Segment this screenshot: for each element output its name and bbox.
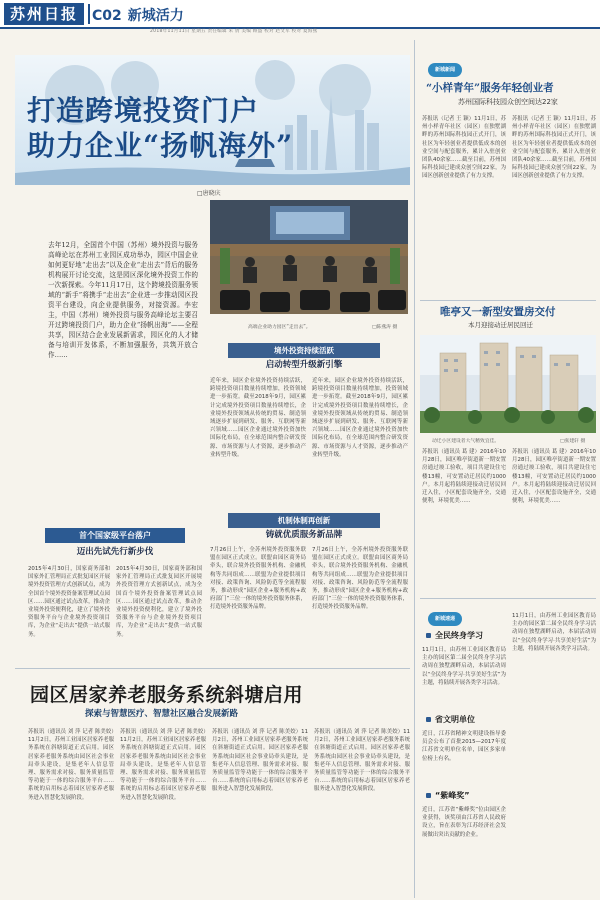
newspaper-logo: 苏州日报	[4, 3, 84, 25]
main-byline: □唐晓庆	[197, 190, 221, 197]
left-section-body-col2: 2015年4月30日，国家商务部和国家外汇管理局正式批复园区开展境外投资管理方式创新试点，成为全国首个境外投资备案管理试点园区……园区通过试点改革，推动企业境外投资便利化，建立了境外投资服务平台与企业境外投资项目库，为企业“走出去”提供一站式服务。	[116, 566, 202, 638]
masthead	[0, 0, 600, 28]
left-section-bar: 首个国家级平台落户	[45, 528, 185, 543]
right-story1-title: “小样青年”服务年轻创业者	[426, 82, 554, 94]
left-section-body-col1: 2015年4月30日，国家商务部和国家外汇管理局正式批复园区开展境外投资管理方式创新试点，成为全国首个境外投资备案管理试点园区……园区通过试点改革，推动企业境外投资便利化，建立了境外投资服务平台与企业境外投资项目库，为企业“走出去”提供一站式服务。	[28, 566, 110, 638]
section-title-service-brand: 铸就优质服务新品牌	[265, 530, 343, 540]
sub2-body-col1: 7月26日上午，全苏州境外投资服务联盟在园区正式成立。联盟由园区商务局牵头，联合境外投资服务机构、金融机构等共同组成……联盟为企业提供项目对接、政策咨询、风险防范等全流程服务，推动形成“园区企业+服务机构+政府部门”三位一体的境外投资服务体系，打造境外投资服务品牌。	[210, 547, 306, 611]
bullet-icon	[426, 633, 431, 638]
right-story2-title: 唯亭又一新型安置房交付	[440, 306, 556, 318]
housing-photo-image	[420, 335, 596, 433]
right-divider-1	[420, 300, 596, 301]
housing-photo	[420, 335, 596, 433]
sub2-body-col2: 7月26日上午，全苏州境外投资服务联盟在园区正式成立。联盟由园区商务局牵头，联合境外投资服务机构、金融机构等共同组成……联盟为企业提供项目对接、政策咨询、风险防范等全流程服务，推动形成“园区企业+服务机构+政府部门”三位一体的境外投资服务体系，打造境外投资服务品牌。	[312, 547, 408, 611]
right-story1-subtitle: 苏州国际科技园众创空间达22家	[458, 98, 558, 106]
bottom-body-col2: 苏报讯（通讯员 刘 萍 记者 陈美姣）11月2日，苏州工业园区居家养老服务系统在斜塘街道正式启用。园区居家养老服务系统由园区社会事业局牵头建设，是集老年人信息管理、服务需求对接、服务质量监管等功能于一体的综合服务平台……系统的启用标志着园区居家养老服务进入智慧化发展阶段。	[120, 729, 206, 801]
tag-new-city-express: 新城速递	[428, 612, 462, 626]
right-story2-body-col2: 苏报讯（通讯员 葛 建）2016年10月28日，园区唯亭街道新一期安置房通过竣工验收，项目共建设住宅楼13幢，可安置动迁居民约1000户。本月起将陆续迎接动迁居民回迁入住，小区配套设施齐全，交通便利，环境优美……	[512, 449, 596, 505]
section-bar-mechanism: 机制体制再创新	[228, 513, 380, 528]
brief1-title-text: 全民终身学习	[435, 631, 483, 640]
left-section-title: 迈出先试先行新步伐	[76, 547, 154, 557]
brief3-body: 近日，江苏省“紫峰奖”位由园区企业获得，该奖项由江苏省人民政府设立，旨在表彰为江苏经济社会发展做出突出贡献的企业。	[422, 807, 506, 838]
headline-line-1: 打造跨境投资门户	[27, 94, 260, 127]
brief1-title	[426, 630, 483, 641]
bottom-body-col3: 苏报讯（通讯员 刘 萍 记者 陈美姣）11月2日，苏州工业园区居家养老服务系统在斜塘街道正式启用。园区居家养老服务系统由园区社会事业局牵头建设，是集老年人信息管理、服务需求对接、服务质量监管等功能于一体的综合服务平台……系统的启用标志着园区居家养老服务进入智慧化发展阶段。	[212, 729, 308, 793]
brief2-title-text: 省文明单位	[435, 715, 475, 724]
photo-credit: □陈燕涛 摄	[372, 325, 398, 330]
conference-photo	[210, 200, 408, 314]
page-code: C02	[92, 8, 122, 24]
masthead-divider	[88, 4, 90, 24]
main-headline	[27, 93, 293, 163]
tag-new-city-news: 新城新闻	[428, 63, 462, 77]
brief2-title	[426, 714, 475, 725]
bottom-body-col1: 苏报讯（通讯员 刘 萍 记者 陈美姣）11月2日，苏州工业园区居家养老服务系统在斜塘街道正式启用。园区居家养老服务系统由园区社会事业局牵头建设，是集老年人信息管理、服务需求对接、服务质量监管等功能于一体的综合服务平台……系统的启用标志着园区居家养老服务进入智慧化发展阶段。	[28, 729, 114, 801]
right-story1-body-col2: 苏报讯（记者 王 颖）11月1日，苏州小样青年社区（园区）在独墅湖畔的苏州国际科技园正式开门，该社区为年轻创业者提供低成本的创业空间与配套服务，累计入驻创业团队40余家……截至目前，苏州国际科技园已建成众创空间22家，为园区创新创业提供了有力支撑。	[512, 116, 596, 180]
right-story2-subtitle: 本月迎接动迁居民回迁	[468, 321, 533, 329]
dateline: 2018年11月11日 星期五 责任编辑 朱 倩 美编 顾盛 校对 赵文军 校对 夏海燕	[150, 29, 318, 34]
bottom-body-col4: 苏报讯（通讯员 刘 萍 记者 陈美姣）11月2日，苏州工业园区居家养老服务系统在斜塘街道正式启用。园区居家养老服务系统由园区社会事业局牵头建设，是集老年人信息管理、服务需求对接、服务质量监管等功能于一体的综合服务平台……系统的启用标志着园区居家养老服务进入智慧化发展阶段。	[314, 729, 410, 793]
bullet-icon	[426, 793, 431, 798]
section-title-transformation: 启动转型升级新引擎	[265, 360, 343, 370]
sub1-body-col2: 近年来，园区企业境外投资持续活跃，跨境投资项目数量持续增加，投资领域进一步拓宽。截至2018年9月，园区累计完成境外投资项目数量持续增长，企业境外投资领域从传统的贸易、制造领域逐步扩展到研发、服务、互联网等新兴领域……园区企业通过境外投资加快国际化布局，在全球范围内整合研发资源、市场资源与人才资源，逐步推动产业转型升级。	[312, 378, 408, 458]
right-divider-2	[420, 598, 596, 599]
right-story2-body-col1: 苏报讯（通讯员 葛 建）2016年10月28日，园区唯亭街道新一期安置房通过竣工验收，项目共建设住宅楼13幢，可安置动迁居民约1000户。本月起将陆续迎接动迁居民回迁入住，小区配套设施齐全，交通便利，环境优美……	[422, 449, 506, 505]
housing-photo-credit: □张建轩 摄	[560, 439, 586, 444]
bottom-divider	[15, 668, 410, 669]
bottom-headline: 园区居家养老服务系统斜塘启用	[30, 684, 304, 706]
section-bar-overseas-investment: 境外投资持续活跃	[228, 343, 380, 358]
conference-photo-image	[210, 200, 408, 314]
bullet-icon	[426, 717, 431, 722]
brief3-title-text: “紫峰奖”	[435, 791, 470, 800]
housing-photo-caption: 动迁小区建设者大气精致宜佳。	[432, 439, 500, 444]
headline-line-2: 助力企业“扬帆海外”	[27, 129, 294, 162]
brief3-title	[426, 790, 470, 801]
briefs-body-col2: 11月1日，由苏州工业园区教育局主办的园区第二届全民终身学习活动周在独墅湖畔启动，本届活动周以“全民终身学习·共享美好生活”为主题，将陆续开展各类学习活动。	[512, 613, 596, 652]
brief1-body: 11月1日，由苏州工业园区教育局主办的园区第二届全民终身学习活动周在独墅湖畔启动，本届活动周以“全民终身学习·共享美好生活”为主题，将陆续开展各类学习活动。	[422, 647, 506, 686]
right-column-rule	[414, 40, 415, 898]
page-section-label	[92, 5, 184, 25]
photo-caption: 高端企业助力园区“走出去”。	[248, 325, 311, 330]
brief2-body: 近日，江苏省精神文明建设指导委员会公布了首批2015—2017年度江苏省文明单位名单，园区多家单位榜上有名。	[422, 731, 506, 762]
section-name: 新城活力	[127, 8, 184, 24]
hero-banner	[15, 55, 410, 185]
bottom-subheadline: 探索与智慧医疗、智慧社区融合发展新路	[85, 709, 239, 719]
main-lead-paragraph: 去年12月，全国首个中国（苏州）境外投资与服务高峰论坛在苏州工业园区成功举办，园区中国企业如何更好地“走出去”以及企业“走出去”背后的服务机构展开讨论交流，这是园区深化境外投资工作的一次新探索。今年11月17日，这个跨境投资服务领域的“新手”将携手“走出去”企业进一步推动园区投资平台建设，向企业提供服务，对接资源。李宏主，中国（苏州）境外投资与服务高峰论坛主要召开过跨境投资门户，助力企业“扬帆出海”——全程共享，园区结合企业发展新需求，园区化的人才储备与培训开发体系，不断加强服务，共筑开放合作……	[48, 241, 198, 359]
right-story1-body-col1: 苏报讯（记者 王 颖）11月1日，苏州小样青年社区（园区）在独墅湖畔的苏州国际科技园正式开门，该社区为年轻创业者提供低成本的创业空间与配套服务，累计入驻创业团队40余家……截至目前，苏州国际科技园已建成众创空间22家，为园区创新创业提供了有力支撑。	[422, 116, 506, 180]
sub1-body-col1: 近年来，园区企业境外投资持续活跃，跨境投资项目数量持续增加，投资领域进一步拓宽。截至2018年9月，园区累计完成境外投资项目数量持续增长，企业境外投资领域从传统的贸易、制造领域逐步扩展到研发、服务、互联网等新兴领域……园区企业通过境外投资加快国际化布局，在全球范围内整合研发资源、市场资源与人才资源，逐步推动产业转型升级。	[210, 378, 306, 458]
